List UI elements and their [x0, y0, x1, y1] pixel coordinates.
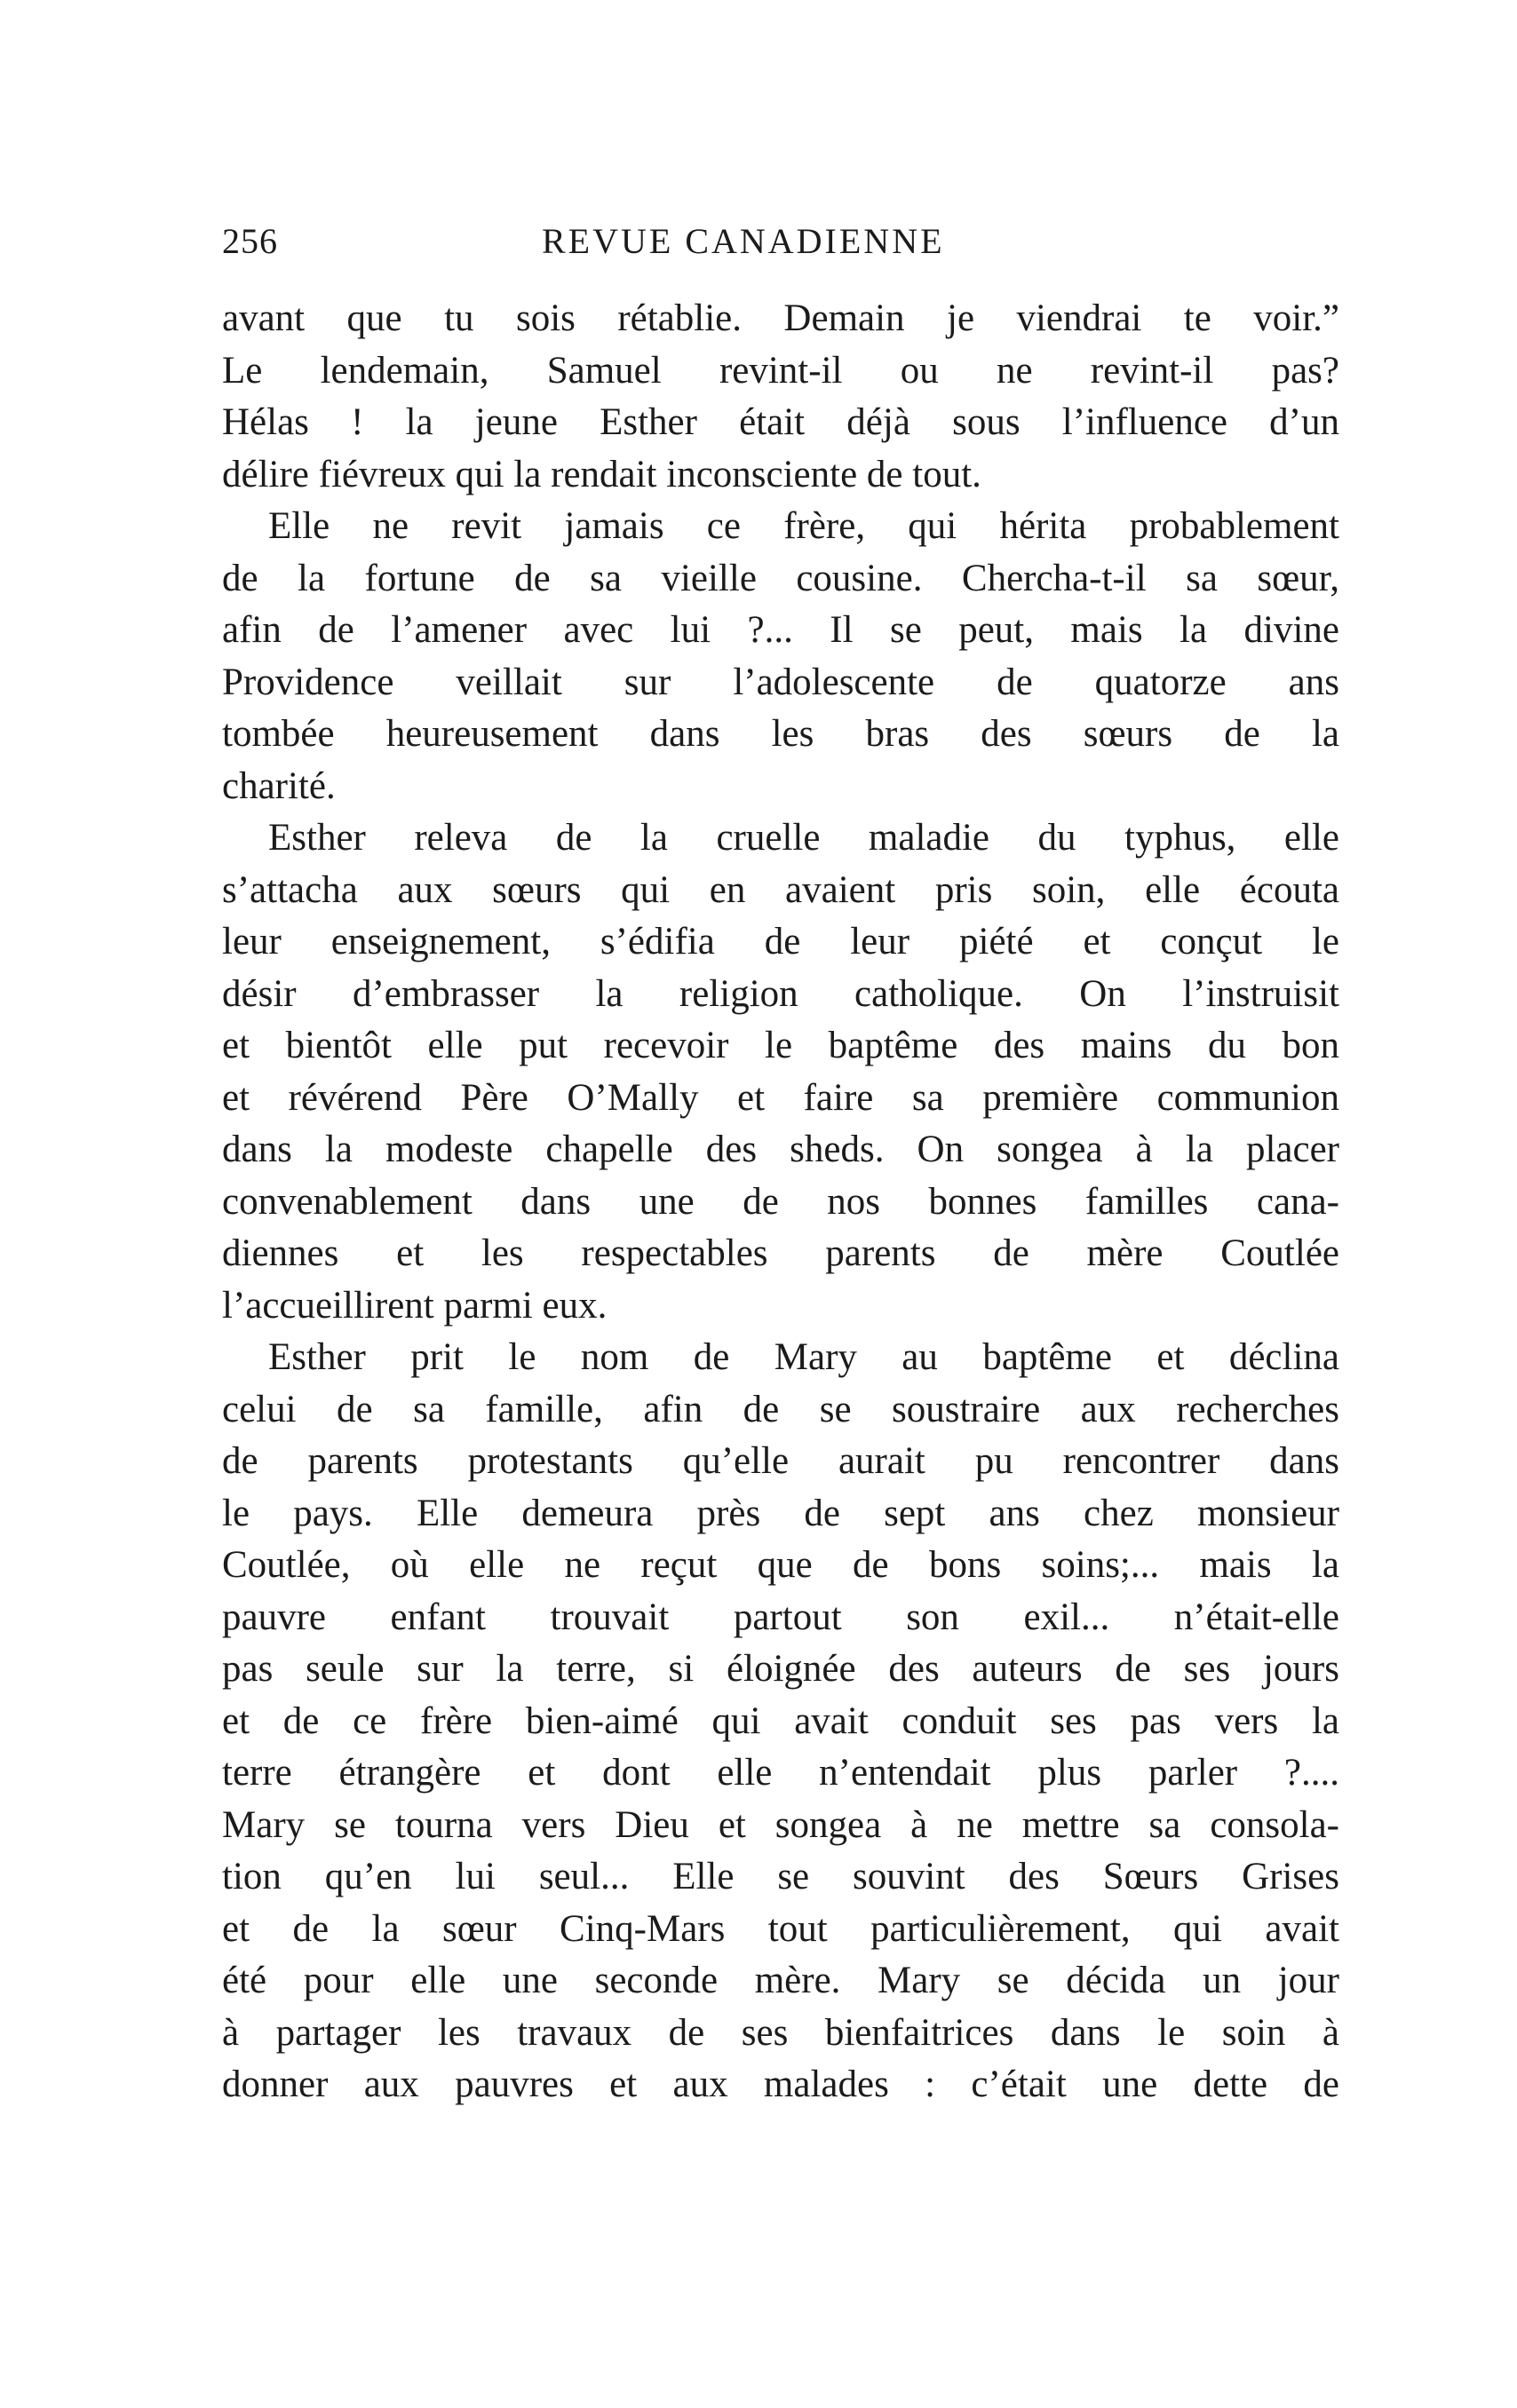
- text-line: Le lendemain, Samuel revint-il ou ne revint-il pas?: [222, 349, 1339, 392]
- text-line: Esther prit le nom de Mary au baptême et déclina: [268, 1336, 1339, 1378]
- text-line: de la fortune de sa vieille cousine. Chercha-t-il sa sœur,: [222, 557, 1339, 599]
- text-line: s’attacha aux sœurs qui en avaient pris soin, elle écouta: [222, 868, 1339, 911]
- text-line: le pays. Elle demeura près de sept ans chez monsieur: [222, 1492, 1339, 1534]
- text-line: Hélas ! la jeune Esther était déjà sous l’influence d’un: [222, 401, 1339, 443]
- text-line: avant que tu sois rétablie. Demain je viendrai te voir.”: [222, 297, 1339, 339]
- text-line: terre étrangère et dont elle n’entendait plus parler ?....: [222, 1752, 1339, 1794]
- text-line: de parents protestants qu’elle aurait pu rencontrer dans: [222, 1440, 1339, 1482]
- text-line: pauvre enfant trouvait partout son exil... n’était-elle: [222, 1596, 1339, 1638]
- text-line: Elle ne revit jamais ce frère, qui hérita probablement: [268, 505, 1339, 547]
- text-line: convenablement dans une de nos bonnes familles cana-: [222, 1180, 1339, 1223]
- text-line: été pour elle une seconde mère. Mary se décida un jour: [222, 1960, 1339, 2001]
- text-line: délire fiévreux qui la rendait inconsciente de tout.: [222, 453, 981, 495]
- text-line: donner aux pauvres et aux malades : c’était une dette de: [222, 2063, 1339, 2105]
- page-number: 256: [222, 221, 278, 261]
- text-line: tion qu’en lui seul... Elle se souvint des Sœurs Grises: [222, 1856, 1339, 1897]
- text-line: et bientôt elle put recevoir le baptême des mains du bon: [222, 1025, 1339, 1066]
- text-line: Esther releva de la cruelle maladie du typhus, elle: [268, 817, 1339, 859]
- text-line: diennes et les respectables parents de mère Coutlée: [222, 1232, 1339, 1274]
- text-line: et de la sœur Cinq-Mars tout particulièrement, qui avait: [222, 1907, 1339, 1950]
- text-line: Providence veillait sur l’adolescente de quatorze ans: [222, 661, 1339, 703]
- text-line: pas seule sur la terre, si éloignée des auteurs de ses jours: [222, 1648, 1339, 1690]
- text-line: et révérend Père O’Mally et faire sa première communion: [222, 1076, 1339, 1119]
- text-line: charité.: [222, 764, 336, 807]
- running-head: [222, 220, 1341, 273]
- text-line: afin de l’amener avec lui ?... Il se peut, mais la divine: [222, 609, 1339, 651]
- text-line: à partager les travaux de ses bienfaitrices dans le soin à: [222, 2011, 1339, 2054]
- text-line: Coutlée, où elle ne reçut que de bons soins;... mais la: [222, 1544, 1339, 1586]
- text-line: l’accueillirent parmi eux.: [222, 1284, 608, 1327]
- text-line: Mary se tourna vers Dieu et songea à ne mettre sa consola-: [222, 1803, 1339, 1846]
- text-line: celui de sa famille, afin de se soustraire aux recherches: [222, 1388, 1339, 1430]
- text-line: leur enseignement, s’édifia de leur piété et conçut le: [222, 921, 1339, 962]
- text-line: et de ce frère bien-aimé qui avait conduit ses pas vers la: [222, 1699, 1339, 1742]
- text-line: tombée heureusement dans les bras des sœurs de la: [222, 713, 1339, 755]
- journal-title: REVUE CANADIENNE: [542, 221, 945, 261]
- text-line: désir d’embrasser la religion catholique. On l’instruisit: [222, 972, 1339, 1015]
- body-text: [222, 293, 1339, 2111]
- text-line: dans la modeste chapelle des sheds. On songea à la placer: [222, 1129, 1339, 1170]
